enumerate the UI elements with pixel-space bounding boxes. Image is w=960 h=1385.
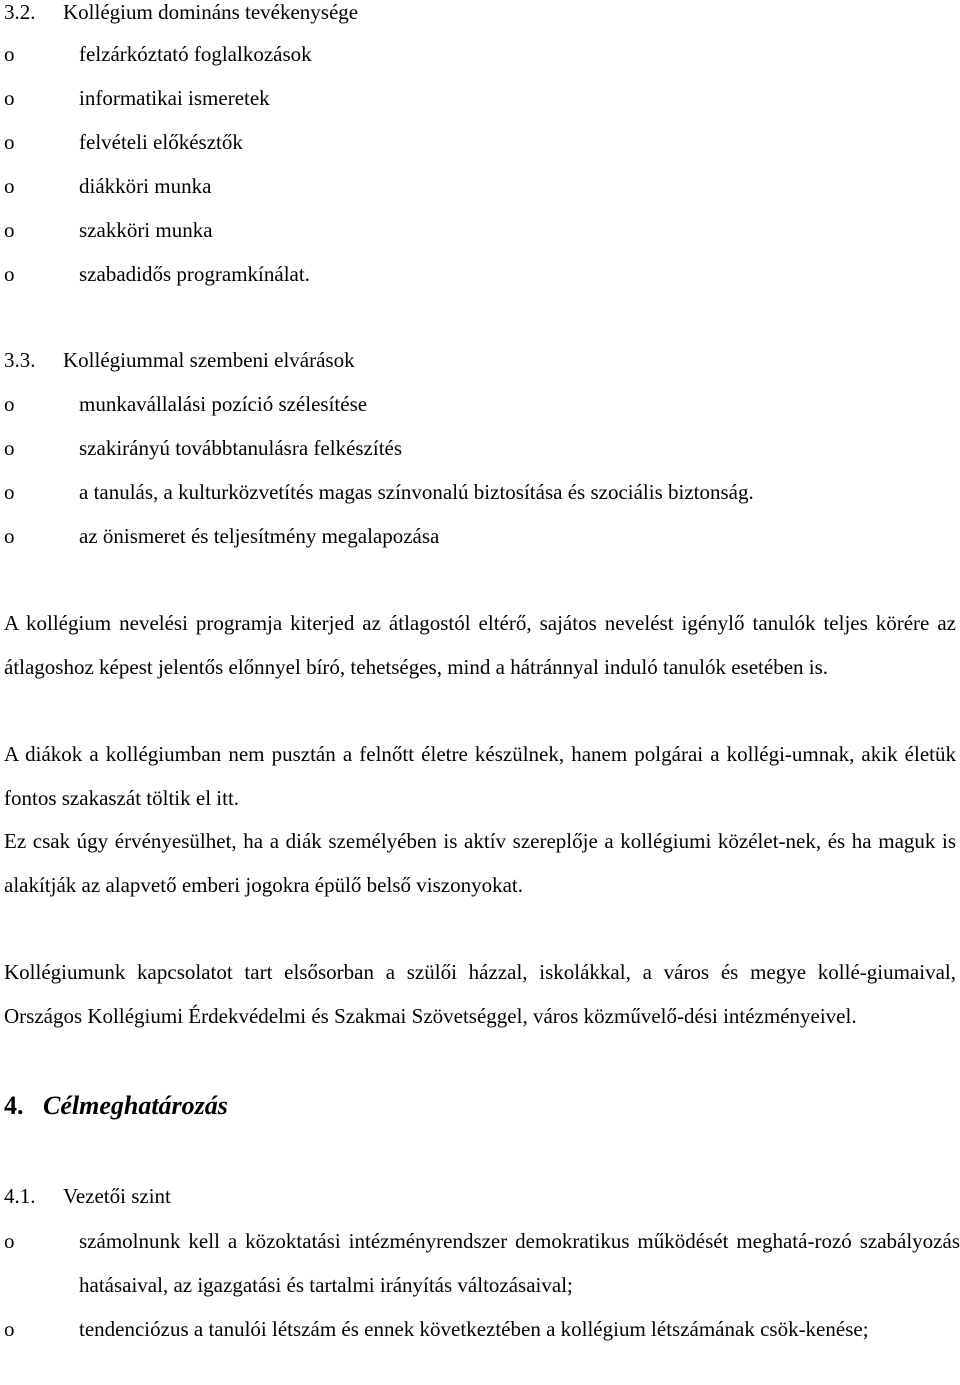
- list-item: [4, 76, 960, 120]
- bullet-marker: o: [4, 480, 15, 504]
- bullet-marker: o: [4, 130, 15, 154]
- section-title: Célmeghatározás: [43, 1091, 228, 1120]
- bullet-marker: o: [4, 86, 15, 110]
- list-item: [4, 382, 960, 426]
- section-title: Kollégium domináns tevékenysége: [63, 0, 359, 24]
- section-3-3-list: [4, 382, 960, 558]
- list-item-text: felvételi előkésztők: [79, 130, 243, 154]
- section-number: 3.3.: [4, 348, 36, 372]
- list-item-text: a tanulás, a kulturközvetítés magas színvonalú biztosítása és szociális biztonság.: [79, 480, 754, 504]
- bullet-marker: o: [4, 42, 15, 66]
- list-item: [4, 470, 960, 514]
- section-number: 3.2.: [4, 0, 36, 24]
- section-3-2-list: [4, 32, 960, 296]
- list-item-text: felzárkóztató foglalkozások: [79, 42, 312, 66]
- list-item-text: szakirányú továbbtanulásra felkészítés: [79, 436, 403, 460]
- list-item: [4, 32, 960, 76]
- section-title: Kollégiummal szembeni elvárások: [63, 348, 355, 372]
- list-item: [4, 164, 960, 208]
- bullet-marker: o: [4, 524, 15, 548]
- section-3-3-heading: [4, 338, 355, 382]
- list-item-text: szakköri munka: [79, 218, 213, 242]
- section-number: 4.: [4, 1091, 24, 1120]
- list-item: [4, 208, 960, 252]
- list-item: [4, 514, 960, 558]
- list-item: [4, 252, 960, 296]
- list-item: [4, 1219, 960, 1307]
- list-item-text: szabadidős programkínálat.: [79, 262, 310, 286]
- bullet-marker: o: [4, 218, 15, 242]
- section-4-1-heading: [4, 1174, 171, 1218]
- list-item-text: számolnunk kell a közoktatási intézményrendszer demokratikus működését meghatá-rozó szabályozás hatásaival, az igazgatási és tartalmi irányítás változásaival;: [79, 1229, 960, 1297]
- section-title: Vezetői szint: [63, 1184, 171, 1208]
- bullet-marker: o: [4, 436, 15, 460]
- paragraph-students-citizens: A diákok a kollégiumban nem pusztán a felnőtt életre készülnek, hanem polgárai a kollégi-umnak, akik életük fontos szakaszát töltik el itt.: [4, 742, 956, 810]
- bullet-marker: o: [4, 392, 15, 416]
- list-item-text: informatikai ismeretek: [79, 86, 270, 110]
- list-item-text: tendenciózus a tanulói létszám és ennek következtében a kollégium létszámának csök-kenése;: [79, 1317, 869, 1341]
- list-item-text: az önismeret és teljesítmény megalapozása: [79, 524, 440, 548]
- paragraph-relationships: Kollégiumunk kapcsolatot tart elsősorban a szülői házzal, iskolákkal, a város és megye kollé-giumaival, Országos Kollégiumi Érdekvédelmi és Szakmai Szövetséggel, város közművelő-dési intézményeivel.: [4, 960, 956, 1028]
- section-4-heading: [4, 1084, 228, 1128]
- section-3-2-heading: [4, 0, 358, 34]
- list-item: [4, 1307, 960, 1351]
- section-4-1-list: [4, 1219, 960, 1351]
- paragraph-active-participation: Ez csak úgy érvényesülhet, ha a diák személyében is aktív szereplője a kollégiumi közélet-nek, és ha maguk is alakítják az alapvető emberi jogokra épülő belső viszonyokat.: [4, 829, 956, 897]
- bullet-marker: o: [4, 262, 15, 286]
- section-number: 4.1.: [4, 1184, 36, 1208]
- list-item: [4, 120, 960, 164]
- bullet-marker: o: [4, 1229, 15, 1253]
- bullet-marker: o: [4, 174, 15, 198]
- list-item: [4, 426, 960, 470]
- list-item-text: diákköri munka: [79, 174, 212, 198]
- paragraph-program-scope: A kollégium nevelési programja kiterjed az átlagostól eltérő, sajátos nevelést igénylő tanulók teljes körére az átlagoshoz képest jelentős előnnyel bíró, tehetséges, mind a hátránnyal induló tanulók esetében is.: [4, 611, 956, 679]
- bullet-marker: o: [4, 1317, 15, 1341]
- list-item-text: munkavállalási pozíció szélesítése: [79, 392, 368, 416]
